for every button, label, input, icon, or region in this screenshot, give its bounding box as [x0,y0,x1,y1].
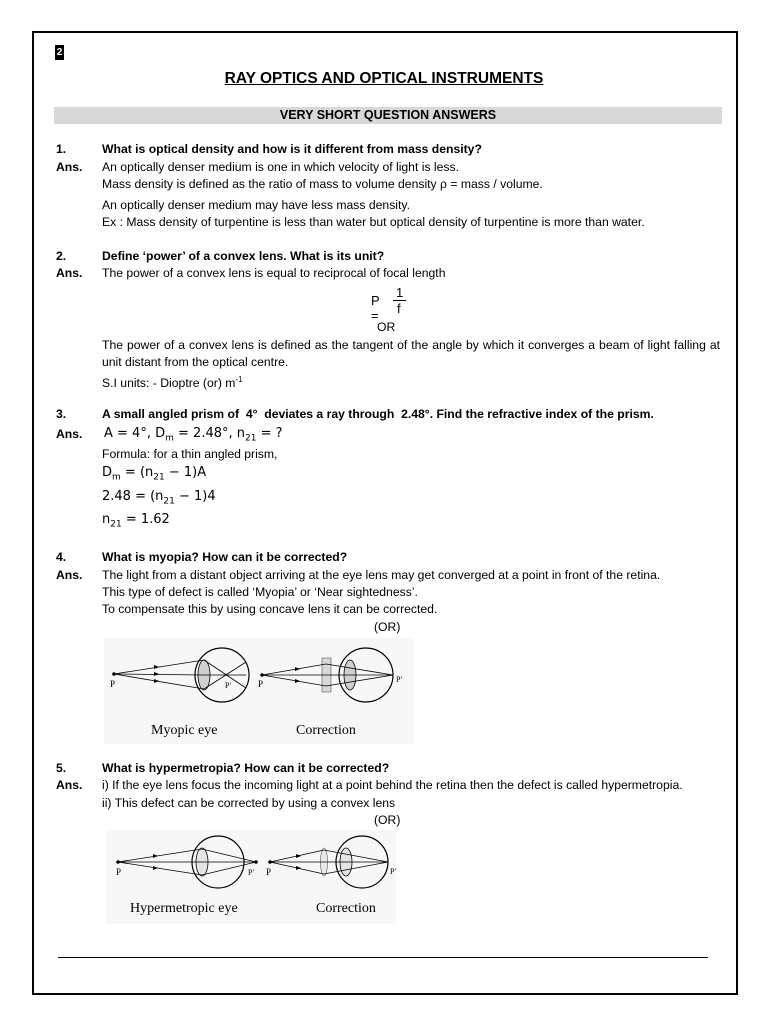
q1-question: What is optical density and how is it different from mass density? [102,142,482,156]
q4-number: 4. [56,550,67,564]
q1-line-4: Ex : Mass density of turpentine is less than water but optical density of turpentine is more than water. [102,215,645,229]
q4-line-2: This type of defect is called ‘Myopia’ or ‘Near sightedness’. [102,585,418,599]
section-heading: VERY SHORT QUESTION ANSWERS [54,107,722,124]
q4-line-3: To compensate this by using concave lens it can be corrected. [102,602,438,616]
myopia-diagram [104,638,414,744]
q5-line-2: ii) This defect can be corrected by using a convex lens [102,796,396,810]
hypermetropic-eye-caption: Hypermetropic eye [130,901,238,916]
p-prime-label: P′ [248,868,255,877]
q5-line-1: i) If the eye lens focus the incoming light at a point behind the retina then the defect is called hypermetropia. [102,778,683,792]
p-prime-label: P′ [396,675,403,684]
formula-lhs: P = [371,293,380,323]
formula-numerator: 1 [396,285,404,300]
p-prime-label: P′ [390,867,396,876]
q5-number: 5. [56,761,67,775]
q4-question: What is myopia? How can it be corrected? [102,550,348,564]
p-label: P [110,679,116,689]
q3-equation-3: $n_{21} = 1.62$ [102,512,170,530]
q4-ans-label: Ans. [56,568,83,582]
formula-denominator: f [397,301,401,316]
q2-question: Define ‘power’ of a convex lens. What is its unit? [102,249,385,263]
myopic-eye-caption: Myopic eye [151,723,218,738]
q3-equation-2: $2.48 = (n_{21} - 1)4$ [102,489,216,507]
q1-ans-label: Ans. [56,160,83,174]
q3-number: 3. [56,407,67,421]
q2-or: OR [377,320,396,334]
q1-line-3: An optically denser medium may have less mass density. [102,198,410,212]
p-label: P [266,867,272,877]
q3-equation-1: $D_m = (n_{21} - 1)A$ [102,465,207,483]
q5-ans-label: Ans. [56,778,83,792]
q2-number: 2. [56,249,67,263]
correction-caption: Correction [316,901,376,916]
q2-paragraph: The power of a convex lens is defined as the tangent of the angle by which it converges a beam of light falling at unit distant from the optical centre. [102,338,720,369]
p-prime-label: P′ [225,681,232,690]
q1-number: 1. [56,142,67,156]
p-label: P [116,867,122,877]
page-number: 2 [56,47,63,58]
q2-ans-label: Ans. [56,266,83,280]
q2-line-1: The power of a convex lens is equal to reciprocal of focal length [102,266,446,280]
p-label: P [258,679,264,689]
q5-or: (OR) [374,813,401,827]
correction-caption: Correction [296,723,356,738]
hypermetropia-diagram [106,830,396,924]
page-title: RAY OPTICS AND OPTICAL INSTRUMENTS [224,70,544,87]
footer-rule [58,957,708,958]
q3-question: A small angled prism of 4° deviates a ray through 2.48°. Find the refractive index of the prism. [102,407,654,421]
q2-units: S.I units: - Dioptre (or) $m^{-1}$ [102,375,243,391]
q1-line-1: An optically denser medium is one in which velocity of light is less. [102,160,459,174]
q3-given: A = 4°, $D_m = 2.48^\circ$, $n_{21}$ = ? [104,426,283,444]
q4-or: (OR) [374,620,401,634]
q1-line-2: Mass density is defined as the ratio of mass to volume density ρ = mass / volume. [102,177,543,191]
q3-ans-label: Ans. [56,427,83,441]
q4-line-1: The light from a distant object arriving at the eye lens may get converged at a point in front of the retina. [102,568,661,582]
q3-formula-label: Formula: for a thin angled prism, [102,447,278,461]
q5-question: What is hypermetropia? How can it be corrected? [102,761,390,775]
